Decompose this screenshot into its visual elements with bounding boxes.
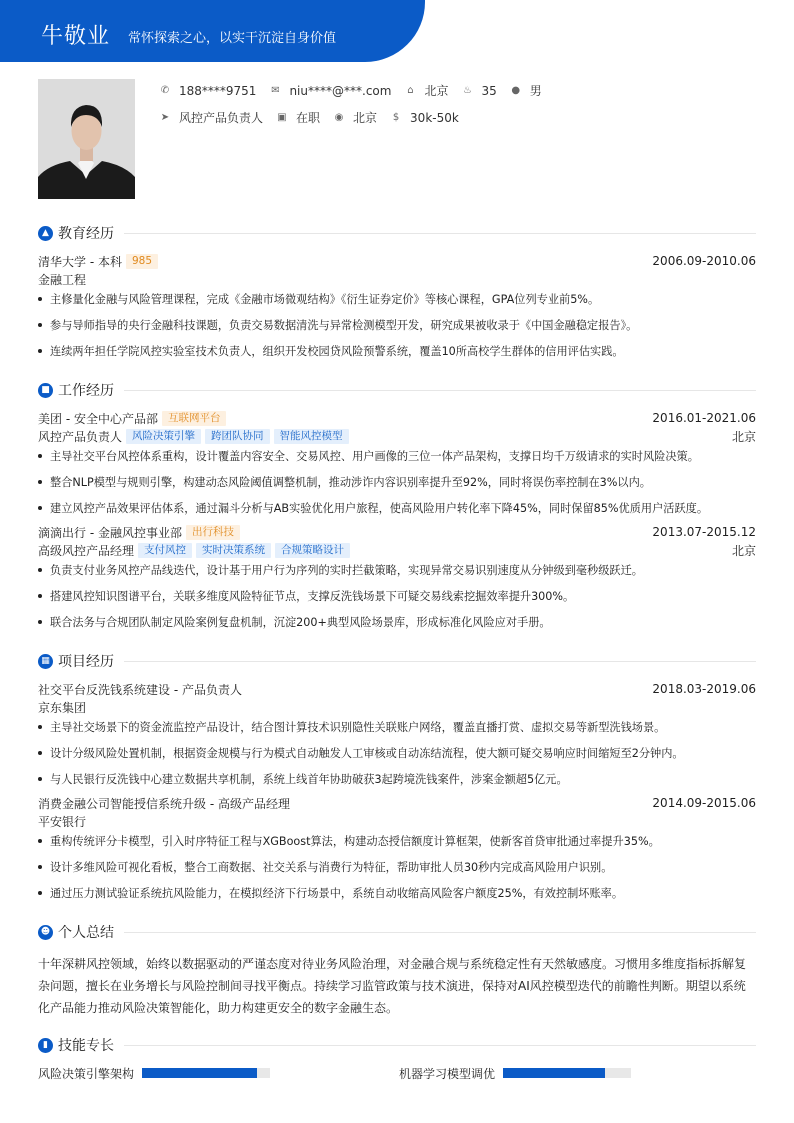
skill-item <box>38 1065 270 1081</box>
skill-level-fill <box>503 1068 605 1078</box>
skill-tag: 支付风控 <box>138 543 192 558</box>
skill-name: 机器学习模型调优 <box>399 1066 496 1081</box>
user-icon: ☻ <box>38 925 53 940</box>
list-item: 负责支付业务风控产品线迭代，设计基于用户行为序列的实时拦截策略，实现异常交易识别速度从分钟级到毫秒级跃迁。 <box>38 562 756 578</box>
list-item: 建立风控产品效果评估体系，通过漏斗分析与AB实验优化用户旅程，使高风险用户转化率下降45%，同时保留85%优质用户活跃度。 <box>38 500 756 516</box>
skill-level-fill <box>142 1068 257 1078</box>
salary-item <box>391 111 459 125</box>
section-title: 项目经历 <box>58 654 114 670</box>
send-icon: ➤ <box>160 111 170 123</box>
section-projects <box>38 652 756 670</box>
bar-chart-icon: ▮ <box>38 1038 53 1053</box>
candidate-motto: 常怀探索之心，以实干沉淀自身价值 <box>128 31 337 46</box>
project-entry-header <box>38 795 756 811</box>
work-city: 北京 <box>731 543 756 558</box>
project-org-row <box>38 813 756 829</box>
work-entry-role <box>38 542 756 558</box>
email-value: niu****@***.com <box>289 83 392 98</box>
contact-row-intent <box>160 109 473 126</box>
city-value: 北京 <box>424 84 449 98</box>
target-city-item <box>334 109 377 126</box>
list-item: 主修量化金融与风险管理课程，完成《金融市场微观结构》《衍生证券定价》等核心课程，GPA位列专业前5%。 <box>38 291 756 307</box>
education-major-row <box>38 271 756 287</box>
list-item: 连续两年担任学院风控实验室技术负责人，组织开发校园贷风险预警系统，覆盖10所高校学生群体的信用评估实践。 <box>38 343 756 359</box>
header-banner <box>0 0 425 62</box>
school-name: 清华大学 - 本科 <box>38 254 122 269</box>
list-item: 设计多维风险可视化看板，整合工商数据、社交关系与消费行为特征，帮助审批人员30秒内完成高风险用户识别。 <box>38 859 756 875</box>
skill-tag: 实时决策系统 <box>196 543 271 558</box>
list-item: 参与导师指导的央行金融科技课题，负责交易数据清洗与异常检测模型开发，研究成果被收录于《中国金融稳定报告》。 <box>38 317 756 333</box>
city-item <box>405 82 448 99</box>
major-name: 金融工程 <box>38 272 87 287</box>
phone-value: 188****9751 <box>179 83 257 98</box>
work-entry-header <box>38 524 756 540</box>
project-period: 2014.09-2015.06 <box>652 796 756 810</box>
skill-tag: 跨团队协同 <box>205 429 270 444</box>
section-title: 教育经历 <box>58 226 114 242</box>
list-item: 与人民银行反洗钱中心建立数据共享机制，系统上线首年协助破获3起跨境洗钱案件，涉案金额超5亿元。 <box>38 771 756 787</box>
portrait-image <box>38 79 135 199</box>
status-value: 在职 <box>296 111 321 125</box>
age-value: 35 <box>481 83 497 98</box>
project-period: 2018.03-2019.06 <box>652 682 756 696</box>
age-item <box>462 84 496 98</box>
gender-value: 男 <box>529 84 542 98</box>
skill-tag: 智能风控模型 <box>274 429 349 444</box>
list-item: 主导社交场景下的资金流监控产品设计，结合图计算技术识别隐性关联账户网络，覆盖直播打赏、虚拟交易等新型洗钱场景。 <box>38 719 756 735</box>
section-divider <box>124 1045 756 1046</box>
list-item: 主导社交平台风控体系重构，设计覆盖内容安全、交易风控、用户画像的三位一体产品架构，支撑日均千万级请求的实时风险决策。 <box>38 448 756 464</box>
section-work <box>38 381 756 399</box>
target-position-item <box>160 109 263 126</box>
project-entry-header <box>38 681 756 697</box>
candidate-name: 牛敬业 <box>41 24 111 49</box>
briefcase-icon: ■ <box>38 383 53 398</box>
skill-item <box>399 1065 631 1081</box>
phone-item <box>160 84 256 98</box>
grid-icon: ▦ <box>38 654 53 669</box>
project-name: 社交平台反洗钱系统建设 - 产品负责人 <box>38 682 242 697</box>
briefcase-icon: ▣ <box>277 111 287 123</box>
location-pin-icon: ◉ <box>334 111 344 123</box>
section-divider <box>124 661 756 662</box>
section-divider <box>124 390 756 391</box>
project-org: 京东集团 <box>38 700 87 715</box>
graduation-cap-icon: ▲ <box>38 226 53 241</box>
contact-row-basic <box>160 82 556 99</box>
skill-level-bar <box>503 1068 631 1078</box>
company-name: 滴滴出行 - 金融风控事业部 <box>38 525 182 540</box>
job-title: 风控产品负责人 <box>38 429 123 444</box>
phone-icon: ✆ <box>160 84 170 96</box>
section-divider <box>124 233 756 234</box>
company-name: 美团 - 安全中心产品部 <box>38 411 158 426</box>
list-item: 联合法务与合规团队制定风险案例复盘机制，沉淀200+典型风险场景库，形成标准化风险应对手册。 <box>38 614 756 630</box>
section-title: 工作经历 <box>58 383 114 399</box>
section-skills <box>38 1036 756 1054</box>
home-icon: ⌂ <box>407 84 414 96</box>
work-entry-role <box>38 428 756 444</box>
section-education <box>38 224 756 242</box>
salary-value: 30k-50k <box>410 110 459 125</box>
industry-tag: 互联网平台 <box>162 411 227 426</box>
target-position-value: 风控产品负责人 <box>179 111 264 125</box>
list-item: 设计分级风险处置机制，根据资金规模与行为模式自动触发人工审核或自动冻结流程，使大额可疑交易响应时间缩短至2分钟内。 <box>38 745 756 761</box>
skill-tag: 风险决策引擎 <box>126 429 201 444</box>
job-title: 高级风控产品经理 <box>38 543 135 558</box>
profile-photo <box>38 79 135 199</box>
project-org: 平安银行 <box>38 814 87 829</box>
summary-text: 十年深耕风控领域，始终以数据驱动的严谨态度对待业务风险治理，对金融合规与系统稳定性有天然敏感度。习惯用多维度指标拆解复杂问题，擅长在业务增长与风险控制间寻找平衡点。持续学习监管政策与技术演进，保持对AI风控模型迭代的前瞻性判断。期望以系统化产品能力推动风险决策智能化，助力构建更安全的数字金融生态。 <box>38 957 747 1015</box>
list-item: 搭建风控知识图谱平台，关联多维度风险特征节点，支撑反洗钱场景下可疑交易线索挖掘效率提升300%。 <box>38 588 756 604</box>
target-city-value: 北京 <box>353 111 378 125</box>
project-name: 消费金融公司智能授信系统升级 - 高级产品经理 <box>38 796 290 811</box>
skill-tag: 合规策略设计 <box>275 543 350 558</box>
list-item: 重构传统评分卡模型，引入时序特征工程与XGBoost算法，构建动态授信额度计算框架，使新客首贷审批通过率提升35%。 <box>38 833 756 849</box>
project-org-row <box>38 699 756 715</box>
mail-icon: ✉ <box>271 84 280 96</box>
email-item <box>270 84 391 98</box>
education-entry <box>38 253 756 269</box>
section-title: 技能专长 <box>58 1038 114 1054</box>
skill-name: 风险决策引擎架构 <box>38 1066 135 1081</box>
work-entry-header <box>38 410 756 426</box>
skill-level-bar <box>142 1068 270 1078</box>
section-divider <box>124 932 756 933</box>
work-city: 北京 <box>731 429 756 444</box>
list-item: 通过压力测试验证系统抗风险能力，在模拟经济下行场景中，系统自动收缩高风险客户额度25%，有效控制坏账率。 <box>38 885 756 901</box>
section-title: 个人总结 <box>58 925 114 941</box>
gender-item <box>511 82 542 99</box>
list-item: 整合NLP模型与规则引擎，构建动态风险阈值调整机制，推动涉诈内容识别率提升至92%，同时将误伤率控制在3%以内。 <box>38 474 756 490</box>
section-summary <box>38 923 756 941</box>
gender-icon: ● <box>511 84 521 96</box>
industry-tag: 出行科技 <box>186 525 240 540</box>
work-period: 2016.01-2021.06 <box>652 411 756 425</box>
school-tag: 985 <box>126 254 158 269</box>
work-period: 2013.07-2015.12 <box>652 525 756 539</box>
cake-icon: ♨ <box>462 84 472 96</box>
money-icon: $ <box>392 111 400 123</box>
status-item <box>277 109 320 126</box>
education-period: 2006.09-2010.06 <box>652 254 756 268</box>
